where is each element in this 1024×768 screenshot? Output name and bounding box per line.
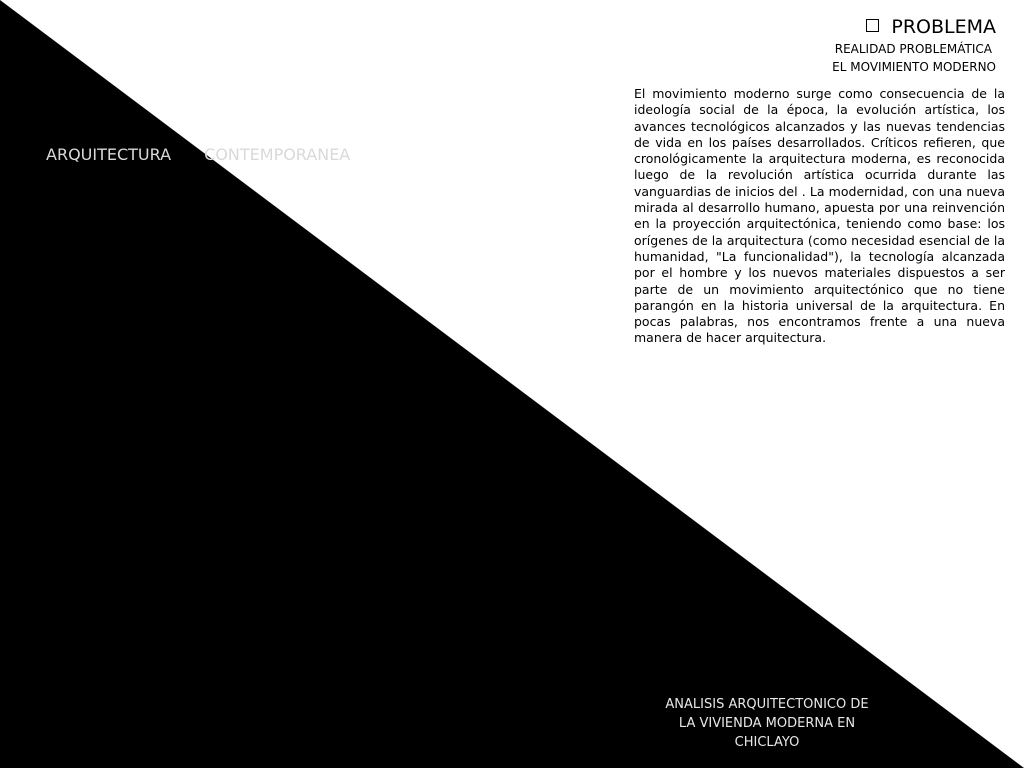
body-paragraph: El movimiento moderno surge como consecuencia de la ideología social de la época, la evolución artística, los avances tecnológicos alcanzados y las nuevas tendencias de vida en los países desarrollados. Críticos refieren, que cronológicamente la arquitectura moderna, es reconocida luego de la revolución artística ocurrida durante las vanguardias de inicios del . La modernidad, con una nueva mirada al desarrollo humano, apuesta por una reinvención en la proyección arquitectónica, teniendo como base: los orígenes de la arquitectura (como necesidad esencial de la humanidad, "La funcionalidad"), la tecnología alcanzada por el hombre y los nuevos materiales dispuestos a ser parte de un movimiento arquitectónico que no tiene parangón en la historia universal de la arquitectura. En pocas palabras, nos encontramos frente a una nueva manera de hacer arquitectura. [634, 86, 1005, 346]
subheading-realidad: REALIDAD PROBLEMÁTICA [834, 42, 992, 56]
checkbox-icon [866, 19, 879, 32]
footer-line-1: ANALISIS ARQUITECTONICO DE [665, 697, 869, 712]
header-block [832, 14, 996, 76]
footer-line-2: LA VIVIENDA MODERNA EN [678, 716, 856, 731]
footer-line-3: CHICLAYO [734, 735, 800, 750]
subject-word-contemporanea: CONTEMPORANEA [204, 145, 351, 164]
footer-title [640, 695, 894, 752]
problem-title: PROBLEMA [891, 16, 996, 38]
subject-line [46, 145, 350, 164]
subheading-movimiento: EL MOVIMIENTO MODERNO [832, 60, 996, 74]
problem-heading [832, 14, 996, 40]
subject-word-arquitectura: ARQUITECTURA [46, 145, 172, 164]
